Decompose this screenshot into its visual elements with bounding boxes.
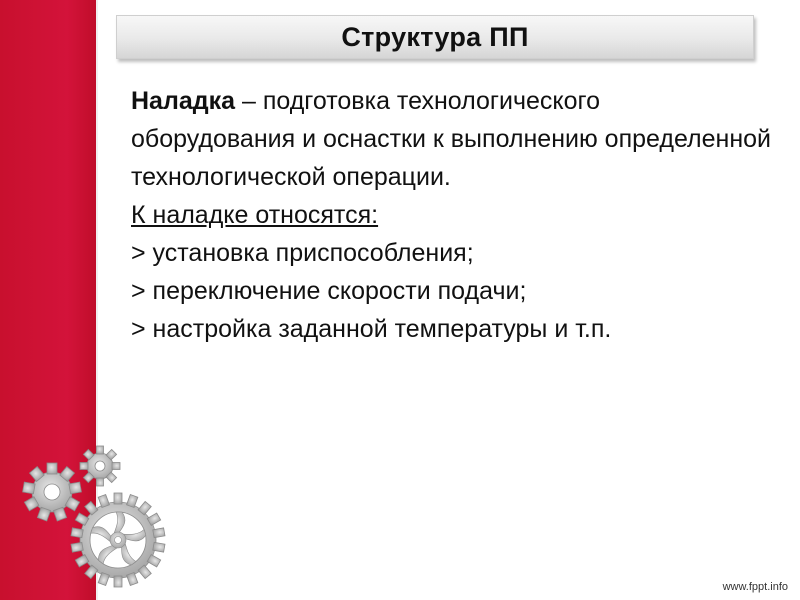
- list-subheading: К наладке относятся:: [131, 201, 379, 229]
- small-gear-icon: [80, 446, 120, 486]
- slide-content: [131, 82, 771, 348]
- slide-title: Структура ПП: [341, 21, 529, 52]
- large-gear-icon: [71, 493, 165, 587]
- list-item: > переключение скорости подачи;: [131, 277, 527, 305]
- definition-term: Наладка: [131, 87, 236, 115]
- definition-paragraph: [131, 82, 771, 196]
- gears-icon: [14, 440, 174, 590]
- medium-gear-icon: [23, 463, 82, 521]
- definition-text: – подготовка технологического оборудования и оснастки к выполнению определенной технологической операции.: [131, 87, 772, 191]
- list-item: > настройка заданной температуры и т.п.: [131, 315, 612, 343]
- title-banner: [116, 15, 754, 59]
- list-item: > установка приспособления;: [131, 239, 474, 267]
- watermark-link[interactable]: www.fppt.info: [722, 581, 788, 593]
